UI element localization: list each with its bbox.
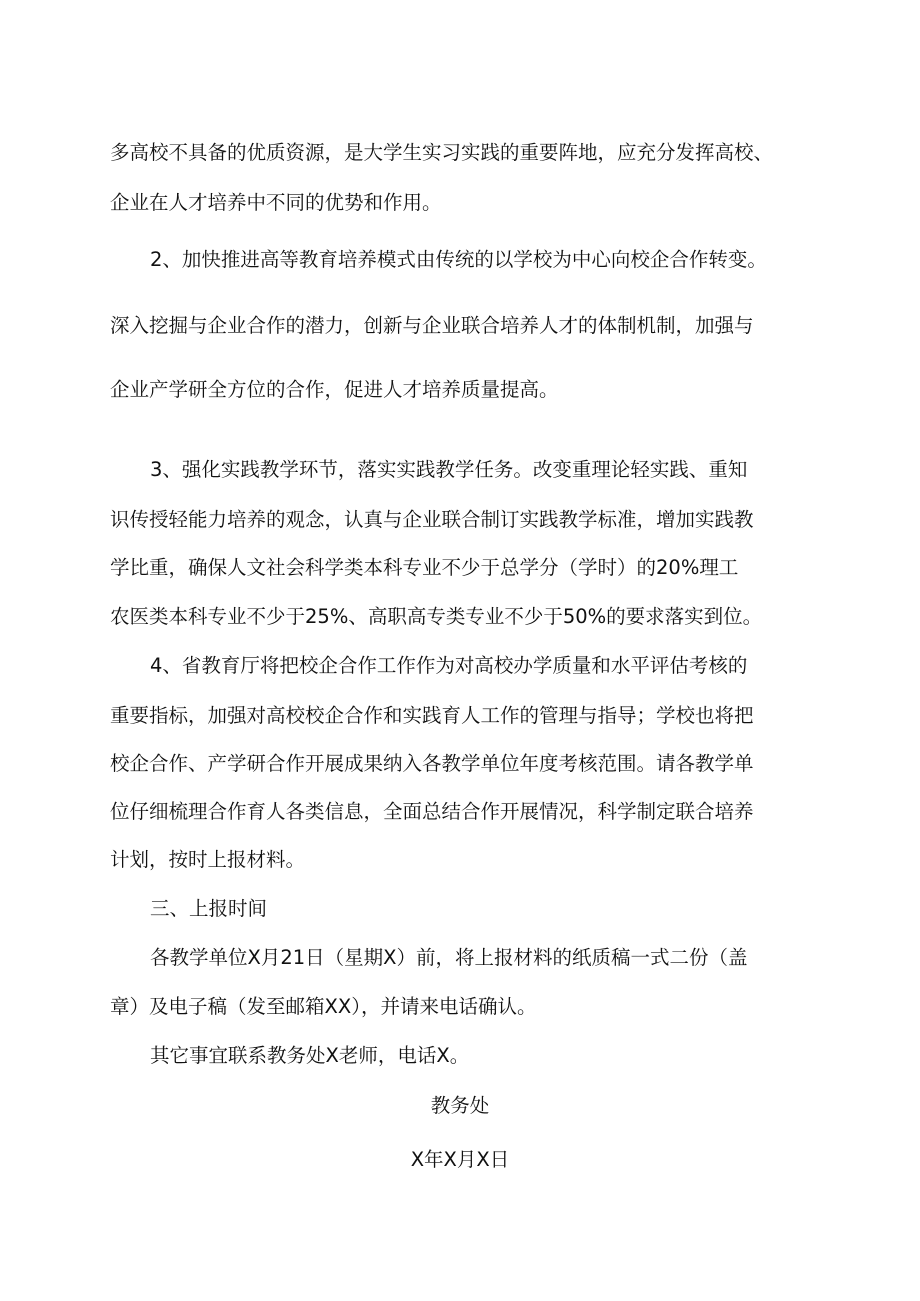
signature-date: X年X月X日 xyxy=(410,1148,510,1171)
paragraph-line: 其它事宜联系教务处X老师，电话X。 xyxy=(150,1044,470,1067)
paragraph-line: 识传授轻能力培养的观念，认真与企业联合制订实践教学标准，增加实践教 xyxy=(110,508,754,531)
section-heading: 三、上报时间 xyxy=(150,897,268,920)
paragraph-line: 企业产学研全方位的合作，促进人才培养质量提高。 xyxy=(110,378,559,401)
paragraph-line: 计划，按时上报材料。 xyxy=(110,848,306,871)
paragraph-line: 多高校不具备的优质资源，是大学生实习实践的重要阵地，应充分发挥高校、 xyxy=(110,141,774,164)
paragraph-line: 4、省教育厅将把校企合作工作作为对高校办学质量和水平评估考核的 xyxy=(150,654,748,677)
paragraph-line: 深入挖掘与企业合作的潜力，创新与企业联合培养人才的体制机制，加强与 xyxy=(110,314,754,337)
paragraph-line: 农医类本科专业不少于25%、高职高专类专业不少于50%的要求落实到位。 xyxy=(110,605,763,628)
paragraph-line: 2、加快推进高等教育培养模式由传统的以学校为中心向校企合作转变。 xyxy=(150,248,767,271)
paragraph-line: 各教学单位X月21日（星期X）前，将上报材料的纸质稿一式二份（盖 xyxy=(150,946,748,969)
signature-office: 教务处 xyxy=(430,1094,490,1117)
paragraph-line: 位仔细梳理合作育人各类信息，全面总结合作开展情况，科学制定联合培养 xyxy=(110,800,754,823)
paragraph-line: 3、强化实践教学环节，落实实践教学任务。改变重理论轻实践、重知 xyxy=(150,458,748,481)
paragraph-line: 重要指标，加强对高校校企合作和实践育人工作的管理与指导；学校也将把 xyxy=(110,704,754,727)
paragraph-line: 企业在人才培养中不同的优势和作用。 xyxy=(110,191,442,214)
paragraph-line: 学比重，确保人文社会科学类本科专业不少于总学分（学时）的20%理工 xyxy=(110,556,739,579)
paragraph-line: 校企合作、产学研合作开展成果纳入各教学单位年度考核范围。请各教学单 xyxy=(110,752,754,775)
paragraph-line: 章）及电子稿（发至邮箱XX），并请来电话确认。 xyxy=(110,995,537,1018)
